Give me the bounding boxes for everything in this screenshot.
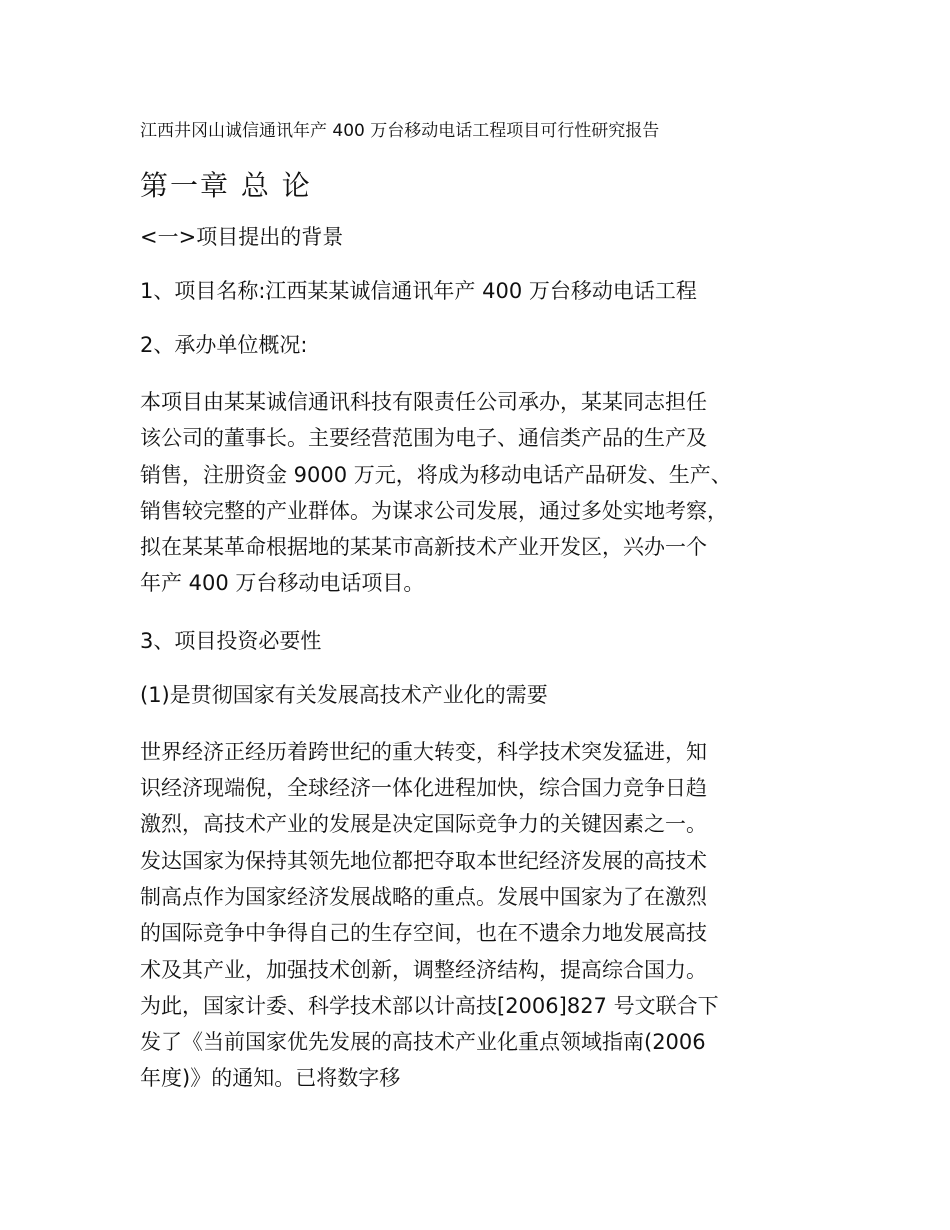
report-title: 江西井冈山诚信通讯年产 400 万台移动电话工程项目可行性研究报告 [140, 121, 660, 141]
paragraph-line: 发了《当前国家优先发展的高技术产业化重点领域指南(2006 [140, 1030, 706, 1055]
paragraph-line: 年度)》的通知。已将数字移 [140, 1066, 401, 1091]
paragraph-line: 本项目由某某诚信通讯科技有限责任公司承办，某某同志担任 [140, 390, 707, 414]
paragraph-line: 世界经济正经历着跨世纪的重大转变，科学技术突发猛进，知 [140, 739, 707, 764]
chapter-title: 第一章 总 论 [140, 169, 312, 202]
paragraph-line: 发达国家为保持其领先地位都把夺取本世纪经济发展的高技术 [140, 848, 707, 873]
paragraph-world-economy [140, 734, 820, 1097]
paragraph-line: 激烈，高技术产业的发展是决定国际竞争力的关键因素之一。 [140, 812, 707, 837]
paragraph-line: 销售，注册资金 9000 万元，将成为移动电话产品研发、生产、 [140, 462, 732, 487]
document-body [140, 118, 810, 1121]
paragraph-line: 年产 400 万台移动电话项目。 [140, 571, 425, 596]
paragraph-line: 的国际竞争中争得自己的生存空间，也在不遗余力地发展高技 [140, 921, 707, 946]
paragraph-organizer [140, 384, 820, 602]
paragraph-line: 该公司的董事长。主要经营范围为电子、通信类产品的生产及 [140, 426, 707, 451]
subitem-hightech-policy: (1)是贯彻国家有关发展高技术产业化的需要 [140, 682, 548, 707]
paragraph-line: 为此，国家计委、科学技术部以计高技[2006]827 号文联合下 [140, 993, 719, 1018]
paragraph-line: 识经济现端倪，全球经济一体化进程加快，综合国力竞争日趋 [140, 776, 707, 801]
paragraph-line: 制高点作为国家经济发展战略的重点。发展中国家为了在激烈 [140, 884, 707, 909]
section-heading: <一>项目提出的背景 [140, 225, 344, 249]
item-organizer-overview: 2、承办单位概况: [140, 333, 308, 357]
item-investment-necessity: 3、项目投资必要性 [140, 628, 322, 653]
item-project-name: 1、项目名称:江西某某诚信通讯年产 400 万台移动电话工程 [140, 279, 697, 303]
paragraph-line: 拟在某某革命根据地的某某市高新技术产业开发区，兴办一个 [140, 535, 707, 560]
paragraph-line: 术及其产业，加强技术创新，调整经济结构，提高综合国力。 [140, 957, 707, 982]
paragraph-line: 销售较完整的产业群体。为谋求公司发展，通过多处实地考察， [140, 498, 728, 523]
